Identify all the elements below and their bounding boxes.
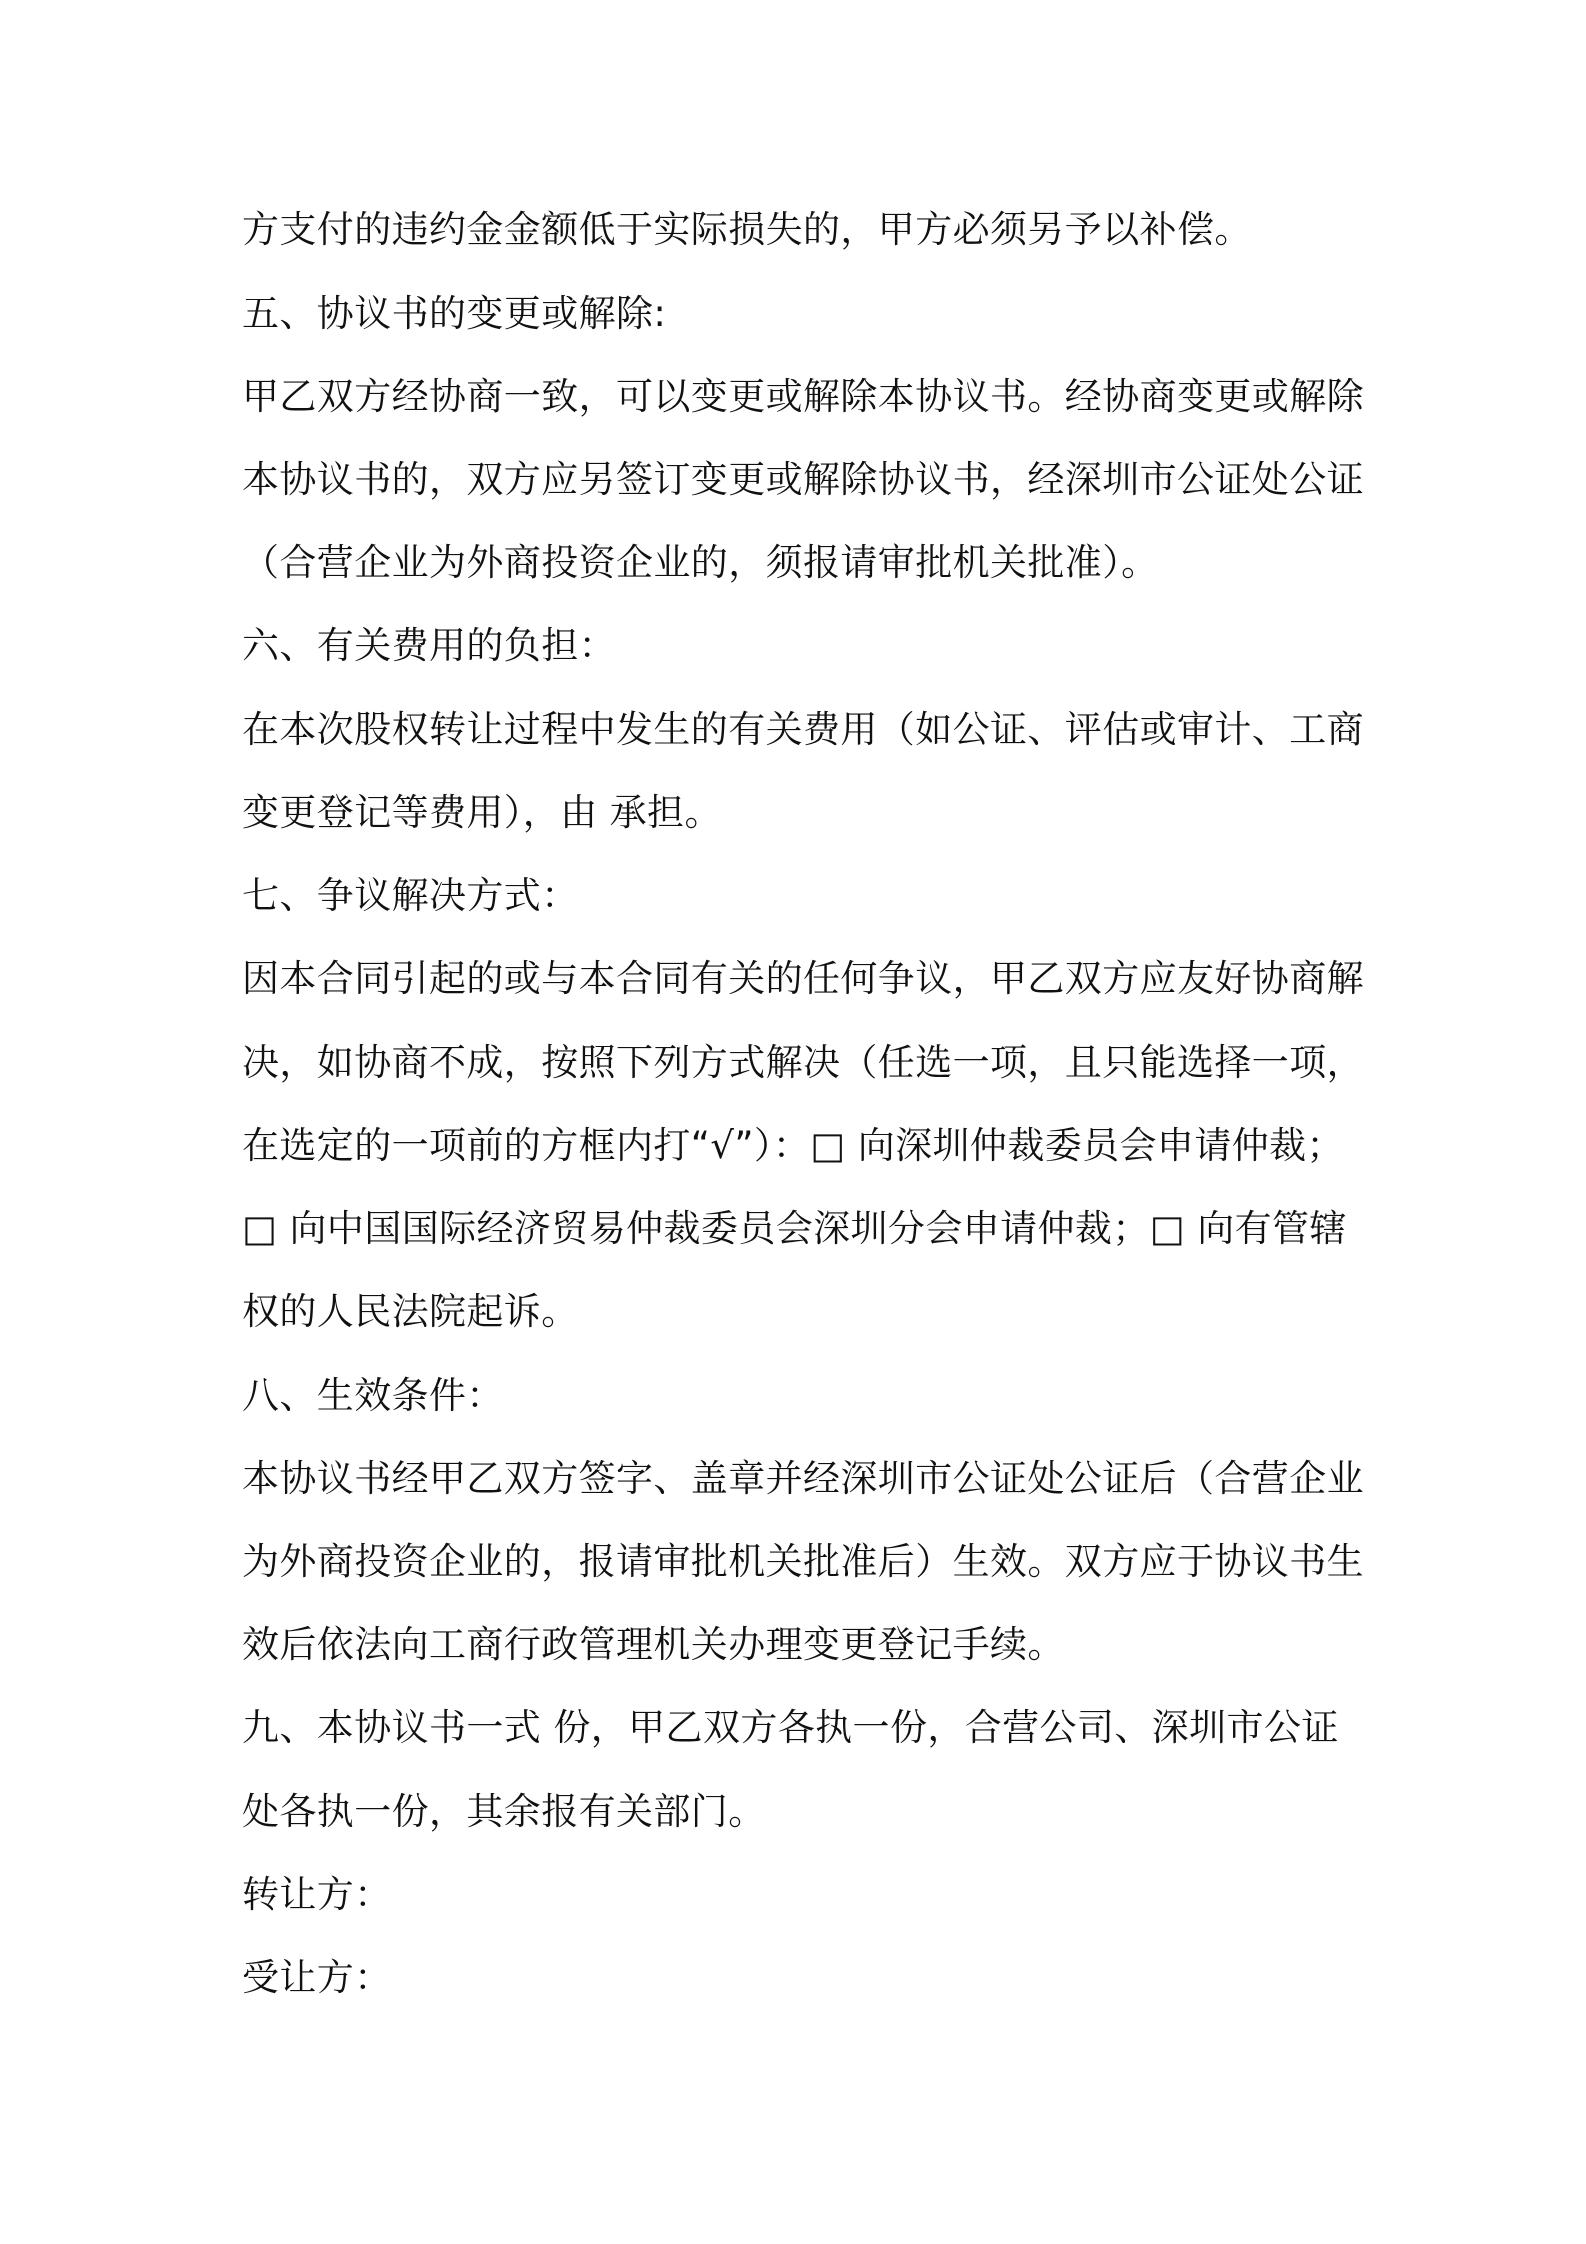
text-line: 权的人民法院起诉。 — [242, 1290, 579, 1333]
text-line: 处各执一份，其余报有关部门。 — [242, 1790, 766, 1833]
text-line: 因本合同引起的或与本合同有关的任何争议，甲乙双方应友好协商解 — [242, 957, 1364, 1000]
text-line: 效后依法向工商行政管理机关办理变更登记手续。 — [242, 1623, 1065, 1666]
transferee-label: 受让方： — [242, 1956, 392, 1999]
text-line: 本协议书的，双方应另签订变更或解除协议书，经深圳市公证处公证 — [242, 458, 1364, 501]
section-heading: 九、本协议书一式 份，甲乙双方各执一份，合营公司、深圳市公证 — [242, 1706, 1339, 1749]
text-line: 为外商投资企业的，报请审批机关批准后）生效。双方应于协议书生 — [242, 1540, 1364, 1583]
text-line: 甲乙双方经协商一致，可以变更或解除本协议书。经协商变更或解除 — [242, 375, 1364, 418]
text-line: 在本次股权转让过程中发生的有关费用（如公证、评估或审计、工商 — [242, 708, 1364, 751]
text-line: 本协议书经甲乙双方签字、盖章并经深圳市公证处公证后（合营企业 — [242, 1457, 1364, 1500]
text-line: 在选定的一项前的方框内打“√”）：□ 向深圳仲裁委员会申请仲裁； — [242, 1124, 1344, 1167]
text-line: 变更登记等费用），由 承担。 — [242, 791, 722, 834]
text-line: □ 向中国国际经济贸易仲裁委员会深圳分会申请仲裁；□ 向有管辖 — [242, 1207, 1347, 1250]
section-heading: 五、协议书的变更或解除: — [242, 292, 667, 335]
section-heading: 六、有关费用的负担： — [242, 624, 616, 667]
section-heading: 七、争议解决方式： — [242, 874, 579, 917]
text-line: 决，如协商不成，按照下列方式解决（任选一项，且只能选择一项， — [242, 1041, 1364, 1084]
text-line: （合营企业为外商投资企业的，须报请审批机关批准）。 — [242, 541, 1159, 584]
section-heading: 八、生效条件： — [242, 1374, 504, 1417]
transferor-label: 转让方： — [242, 1873, 392, 1916]
text-line: 方支付的违约金金额低于实际损失的，甲方必须另予以补偿。 — [242, 208, 1252, 251]
